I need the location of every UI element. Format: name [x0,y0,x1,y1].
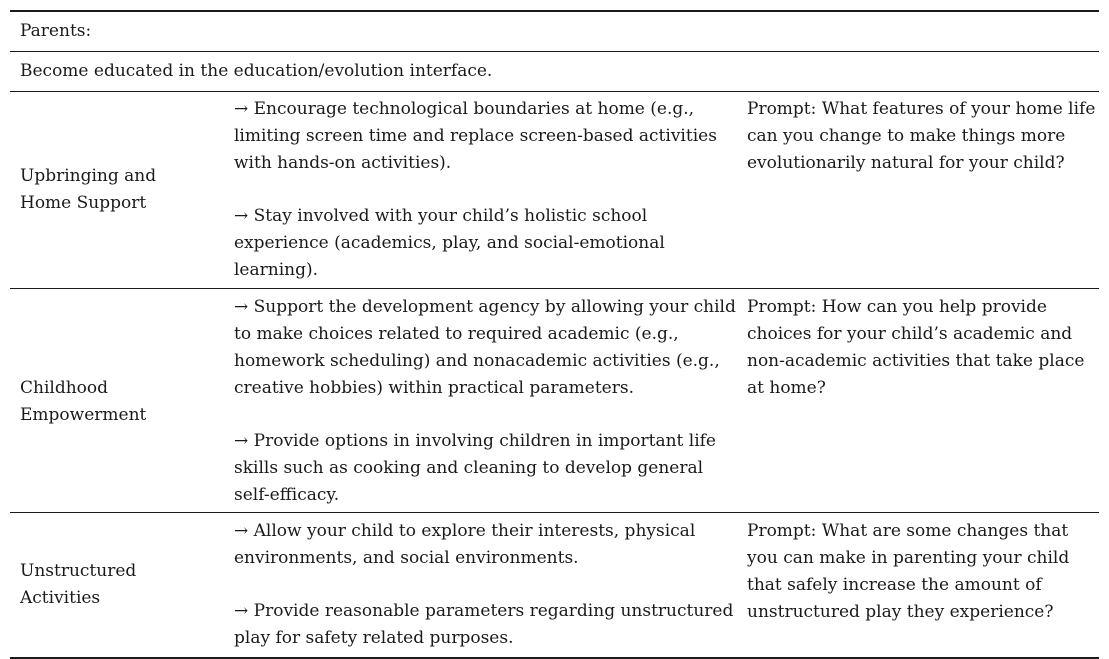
action-item: → Encourage technological boundaries at home (e.g., limiting screen time and replace screen-based activities with hands-on activities). [234,99,717,173]
table-row [10,92,1099,288]
row-actions [223,294,737,509]
action-item: → Support the development agency by allowing your child to make choices related to required academic (e.g., homework scheduling) and nonacademic activities (e.g., creative hobbies) within practical parameters. [234,297,736,398]
row-prompt: Prompt: What are some changes that you can make in parenting your child that safely increase the amount of unstructured play they experience? [747,521,1070,622]
table-row [10,513,1099,657]
row-prompt: Prompt: What features of your home life can you change to make things more evolutionarily natural for your child? [747,99,1096,173]
action-item: → Stay involved with your child’s holistic school experience (academics, play, and social-emotional learning). [234,206,665,280]
parents-table [10,10,1099,659]
row-category: Unstructured Activities [20,561,137,608]
table-row [10,289,1099,512]
row-category: Childhood Empowerment [20,377,147,425]
table-header: Parents: [20,21,92,41]
row-actions [223,518,737,652]
action-item: → Provide reasonable parameters regarding unstructured play for safety related purposes. [234,601,734,648]
action-item: → Provide options in involving children in important life skills such as cooking and cleaning to develop general self-efficacy. [234,431,716,505]
row-category: Upbringing and Home Support [20,166,157,213]
table-subheader: Become educated in the education/evolution interface. [20,61,493,81]
row-prompt: Prompt: How can you help provide choices for your child’s academic and non-academic activities that take place at home? [747,297,1085,398]
action-item: → Allow your child to explore their interests, physical environments, and social environments. [234,521,696,568]
row-actions [223,96,737,284]
